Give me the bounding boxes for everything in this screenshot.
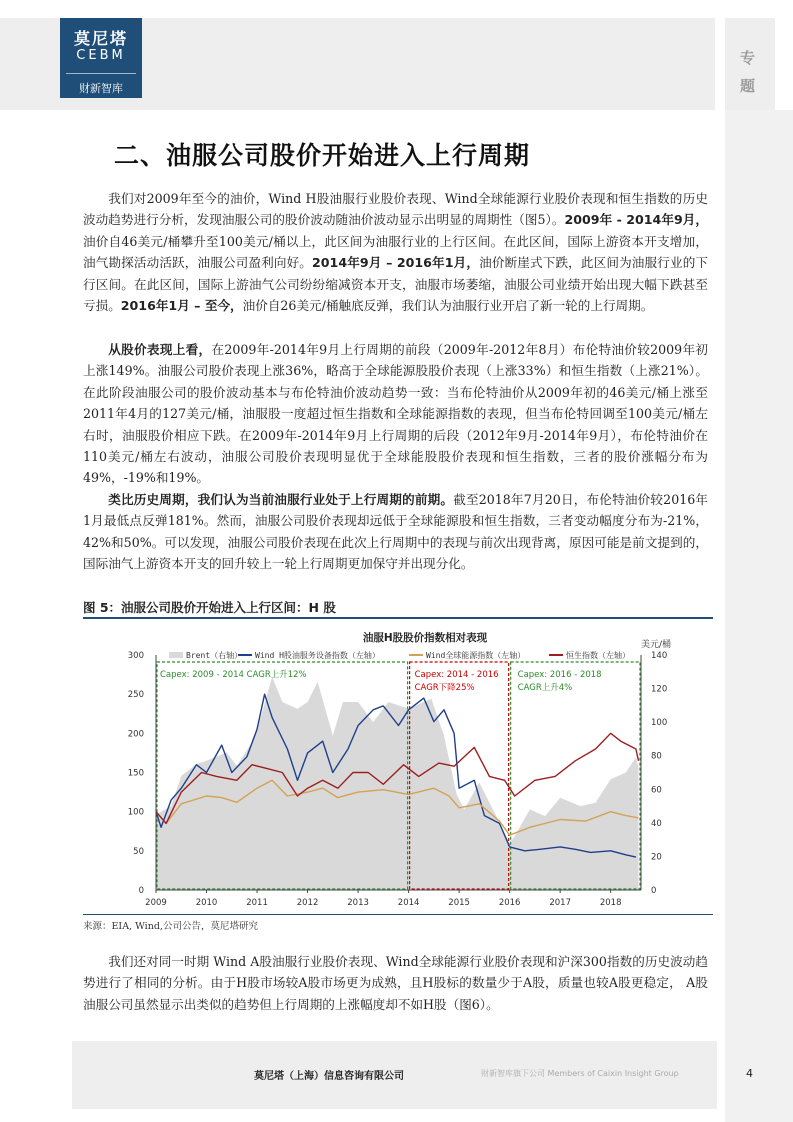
p1-bold-3: 2016年1月 – 至今， bbox=[120, 298, 243, 314]
left-tick-label: 150 bbox=[127, 768, 144, 779]
x-tick-label: 2016 bbox=[498, 898, 521, 908]
legend-h-oil: Wind H股油服务设备指数（左轴） bbox=[255, 651, 380, 660]
p1-bold-1: 2009年 - 2014年9月， bbox=[564, 212, 708, 228]
x-tick-label: 2015 bbox=[448, 898, 470, 908]
logo-en-text: CEBM bbox=[76, 48, 126, 63]
right-tick-label: 40 bbox=[651, 818, 662, 829]
period-label-3: Capex: 2016 - 2018 CAGR上升4% bbox=[517, 670, 602, 693]
logo-cn-text: 莫尼塔 bbox=[73, 29, 128, 48]
x-tick-label: 2010 bbox=[195, 898, 218, 908]
period-label-1: Capex: 2009 - 2014 CAGR上升12% bbox=[160, 670, 307, 680]
p1-text-1: 我们对2009年至今的油价，Wind H股油服行业股价表现、Wind全球能源行业股价表现和恒生指数的历史波动趋势进行分析，发现油服公司的股价波动随油价波动显示出明显的周期性（图5）。 bbox=[83, 191, 708, 228]
paragraph-1 bbox=[83, 188, 708, 316]
footer-company: 莫尼塔（上海）信息咨询有限公司 bbox=[254, 1071, 404, 1082]
left-tick-label: 300 bbox=[127, 651, 144, 661]
legend-energy: Wind全球能源指数（左轴） bbox=[426, 651, 526, 660]
p3-text-1: 截至2018年7月20日，布伦特油价较2016年1月最低点反弹181%。然而，油服公司股价表现却远低于全球能源股和恒生指数，三者变动幅度分布为-21%，42%和50%。可以发现，油服公司股价表现在此次上行周期中的表现与前次出现背离，原因可能是前文提到的，国际油气上游资本开支的回升较上一轮上行周期更加保守并出现分化。 bbox=[83, 492, 709, 572]
section-title: 二、油服公司股价开始进入上行周期 bbox=[114, 141, 531, 170]
figure-bottom-rule bbox=[83, 914, 713, 915]
paragraph-3 bbox=[83, 489, 708, 575]
left-tick-label: 50 bbox=[133, 846, 144, 857]
period-label-2: Capex: 2014 - 2016 CAGR下降25% bbox=[414, 670, 499, 693]
right-tick-label: 100 bbox=[651, 718, 668, 729]
left-tick-label: 100 bbox=[127, 807, 144, 818]
x-tick-label: 2013 bbox=[347, 898, 369, 908]
p4-text-1: 我们还对同一时期 Wind A股油服行业股价表现、Wind全球能源行业股价表现和沪深300指数的历史波动趋势进行了相同的分析。由于H股市场较A股市场更为成熟，且H股标的数量少于A股，质量也较A股更稳定， A股油服公司虽然显示出类似的趋势但上行周期的上涨幅度却不如H股（图6）。 bbox=[83, 954, 708, 1012]
figure-title: 图 5：油服公司股价开始进入上行区间：H 股 bbox=[83, 600, 336, 615]
legend-hsi: 恒生指数（左轴） bbox=[566, 651, 630, 660]
right-tick-label: 80 bbox=[651, 751, 662, 762]
x-tick-label: 2017 bbox=[549, 898, 571, 908]
right-tick-label: 60 bbox=[651, 785, 662, 796]
right-tick-label: 140 bbox=[651, 651, 668, 661]
page-number: 4 bbox=[746, 1067, 753, 1080]
p1-text-3: 油价断崖式下跌，此区间为油服行业的下行区间。在此区间，国际上游油气公司纷纷缩减资本开支，油服市场萎缩，油服公司业绩开始出现大幅下跌甚至亏损。 bbox=[83, 255, 709, 314]
left-tick-label: 200 bbox=[127, 729, 144, 740]
p2-bold-1: 从股价表现上看， bbox=[108, 342, 212, 357]
p1-text-2: 油价自46美元/桶攀升至100美元/桶以上，此区间为油服行业的上行区间。在此区间，国际上游资本开支增加，油气勘探活动活跃，油服公司盈利向好。 bbox=[83, 233, 708, 271]
p1-bold-2: 2014年9月 – 2016年1月， bbox=[312, 255, 480, 271]
legend-brent: Brent（右轴） bbox=[186, 651, 243, 660]
side-margin-band bbox=[725, 110, 793, 1122]
x-tick-label: 2012 bbox=[296, 898, 319, 908]
figure-top-rule bbox=[83, 617, 713, 619]
chart-legend bbox=[169, 650, 630, 660]
figure-source: 来源：EIA, Wind,公司公告，莫尼塔研究 bbox=[83, 921, 258, 932]
x-tick-label: 2011 bbox=[246, 898, 268, 908]
logo-sub-text: 财新智库 bbox=[66, 73, 136, 96]
left-tick-label: 0 bbox=[138, 886, 144, 896]
report-type-label: 专题 bbox=[740, 49, 756, 95]
paragraph-2 bbox=[83, 339, 708, 489]
company-logo bbox=[60, 18, 142, 98]
legend-swatch-brent bbox=[169, 652, 183, 658]
x-tick-label: 2009 bbox=[145, 898, 167, 908]
plot-area bbox=[128, 651, 667, 908]
footer-member-text: 财新智库旗下公司 Members of Caixin Insight Group bbox=[481, 1069, 679, 1078]
right-tick-label: 120 bbox=[651, 684, 668, 695]
x-tick-label: 2014 bbox=[397, 898, 420, 908]
p3-bold-1: 类比历史周期，我们认为当前油服行业处于上行周期的前期。 bbox=[108, 492, 454, 507]
right-tick-label: 0 bbox=[651, 886, 657, 896]
right-tick-label: 20 bbox=[651, 852, 662, 863]
paragraph-4 bbox=[83, 951, 708, 1015]
p2-text-1: 在2009年-2014年9月上行周期的前段（2009年-2012年8月）布伦特油价较2009年初上涨149%。油服公司股价表现上涨36%，略高于全球能源股股价表现（上涨33%）和恒生指数（上涨21%）。在此阶段油服公司的股价波动基本与布伦特油价波动趋势一致：当布伦特油价从2009年初的46美元/桶上涨至2011年4月的127美元/桶，油服股一度超过恒生指数和全球能源指数的表现，但当布伦特回调至100美元/桶左右时，油服股价相应下跌。在2009年-2014年9月上行周期的后段（2012年9月-2014年9月），布伦特油价在110美元/桶左右波动，油服公司股价表现明显优于全球能股股价表现和恒生指数，三者的股价涨幅分布为49%，-19%和19%。 bbox=[83, 342, 708, 486]
series-area-brent bbox=[156, 677, 639, 890]
right-axis-unit: 美元/桶 bbox=[640, 640, 671, 650]
x-tick-label: 2018 bbox=[599, 898, 622, 908]
oil-services-chart bbox=[83, 622, 713, 912]
left-tick-label: 250 bbox=[127, 690, 144, 701]
chart-title: 油服H股股价指数相对表现 bbox=[362, 632, 488, 644]
p1-text-4: 油价自26美元/桶触底反弹，我们认为油服行业开启了新一轮的上行周期。 bbox=[242, 298, 654, 314]
